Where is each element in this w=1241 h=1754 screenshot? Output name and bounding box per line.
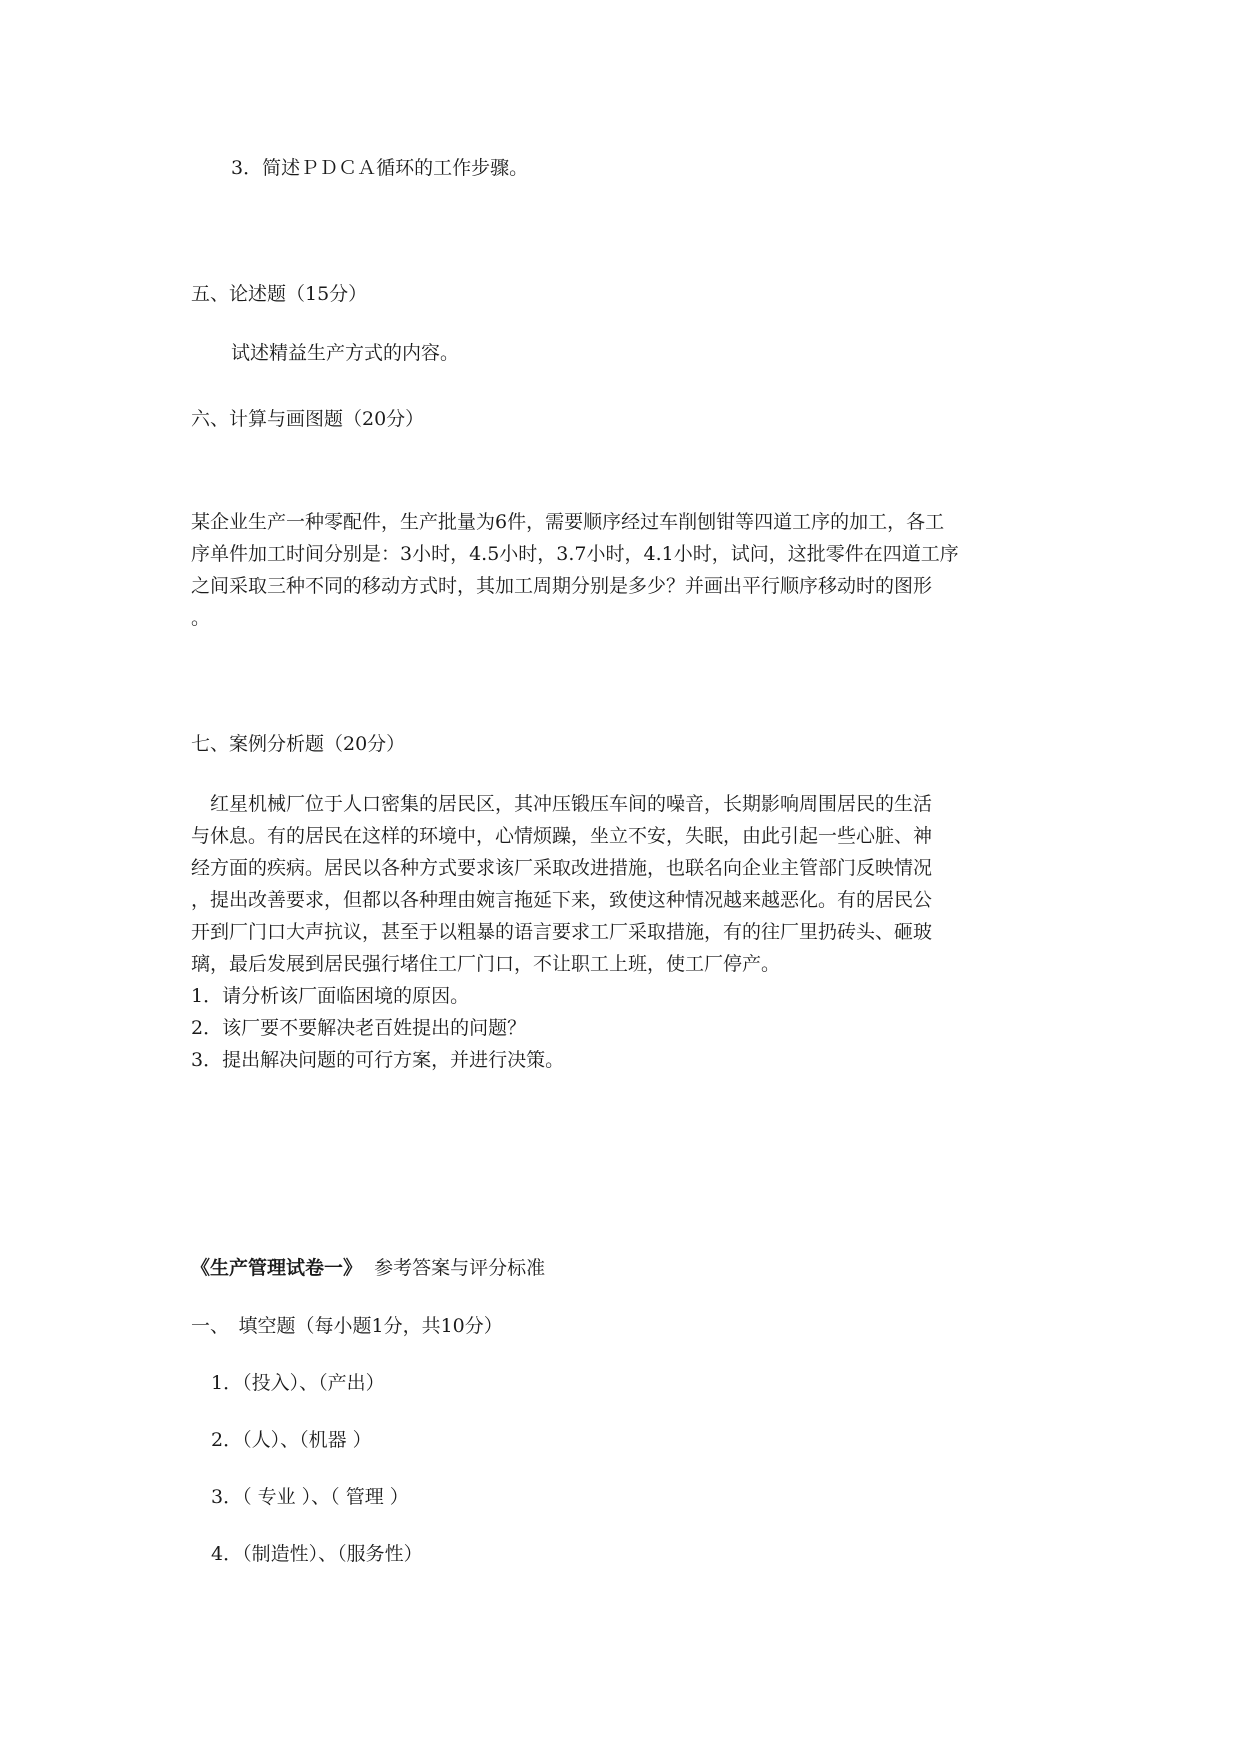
case-question: 3．提出解决问题的可行方案，并进行决策。 [191,1049,565,1071]
answer-part-1-title: 一、 填空题（每小题1分，共10分） [191,1315,503,1337]
case-line: 开到厂门口大声抗议，甚至于以粗暴的语言要求工厂采取措施，有的往厂里扔砖头、砸玻 [191,921,933,943]
answer-item: 3．（ 专业 ）、（ 管理 ） [211,1486,409,1508]
problem-line: 之间采取三种不同的移动方式时，其加工周期分别是多少？并画出平行顺序移动时的图形 [191,575,933,597]
case-line: 经方面的疾病。居民以各种方式要求该厂采取改进措施，也联名向企业主管部门反映情况 [191,857,933,879]
question-pdca: 3．简述ＰＤＣＡ循环的工作步骤。 [231,157,529,179]
section-7-case [191,788,1061,1076]
case-question: 2．该厂要不要解决老百姓提出的问题？ [191,1017,527,1039]
problem-line: 某企业生产一种零配件，生产批量为6件，需要顺序经过车削刨钳等四道工序的加工，各工 [191,511,945,533]
answer-key-title [191,1252,545,1284]
section-6-problem [191,506,1061,634]
answer-item: 1．（投入）、（产出） [211,1372,385,1394]
case-line: 与休息。有的居民在这样的环境中，心情烦躁，坐立不安，失眠，由此引起一些心脏、神 [191,825,933,847]
section-5-title: 五、论述题（15分） [191,283,368,305]
section-7-title: 七、案例分析题（20分） [191,733,406,755]
case-line: 璃，最后发展到居民强行堵住工厂门口，不让职工上班，使工厂停产。 [191,953,781,975]
case-line: 红星机械厂位于人口密集的居民区，其冲压锻压车间的噪音，长期影响周围居民的生活 [191,793,933,815]
answer-key-title-bold: 《生产管理试卷一》 [191,1257,363,1279]
case-line: ，提出改善要求，但都以各种理由婉言拖延下来，致使这种情况越来越恶化。有的居民公 [191,889,933,911]
problem-line: 。 [191,607,211,629]
answer-item: 2．（人）、（机器 ） [211,1429,372,1451]
section-5-question: 试述精益生产方式的内容。 [231,342,460,364]
case-question: 1．请分析该厂面临困境的原因。 [191,985,470,1007]
problem-line: 序单件加工时间分别是：3小时，4.5小时，3.7小时，4.1小时，试问，这批零件在四道工序 [191,543,959,565]
answer-item: 4．（制造性）、（服务性） [211,1543,423,1565]
answer-key-title-rest: 参考答案与评分标准 [374,1257,546,1279]
section-6-title: 六、计算与画图题（20分） [191,408,425,430]
